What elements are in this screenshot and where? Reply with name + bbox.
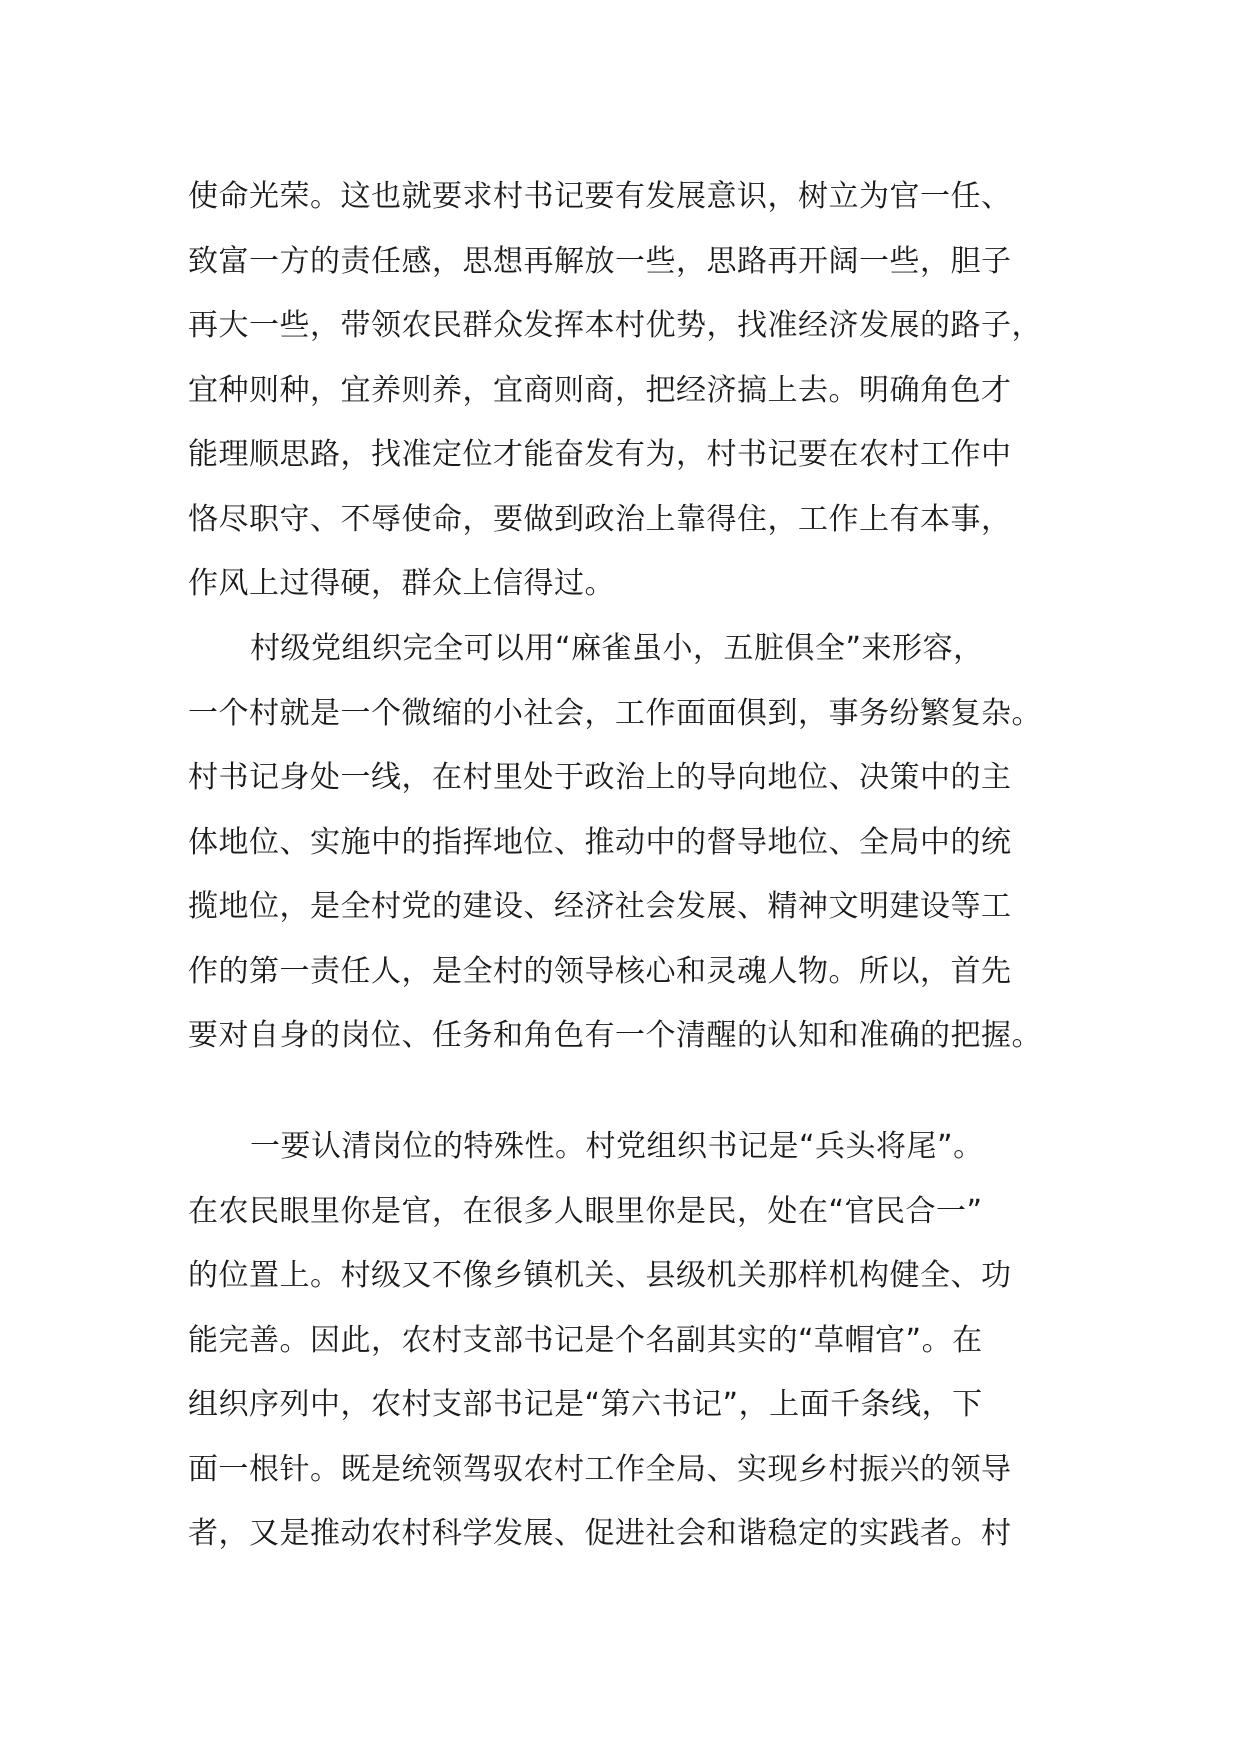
text-line: 村书记身处一线，在村里处于政治上的导向地位、决策中的主 (188, 760, 1012, 795)
text-line: 一个村就是一个微缩的小社会，工作面面俱到，事务纷繁复杂。 (188, 695, 1042, 731)
text-line: 作的第一责任人，是全村的领导核心和灵魂人物。所以，首先 (188, 953, 1012, 989)
text-line-first: 一要认清岗位的特殊性。村党组织书记是“兵头将尾”。 (250, 1129, 984, 1164)
text-line: 的位置上。村级又不像乡镇机关、县级机关那样机构健全、功 (188, 1258, 1012, 1293)
text-line: 使命光荣。这也就要求村书记要有发展意识，树立为官一任、 (188, 179, 1012, 214)
text-line: 体地位、实施中的指挥地位、推动中的督导地位、全局中的统 (188, 824, 1012, 860)
text-line: 致富一方的责任感，思想再解放一些，思路再开阔一些，胆子 (188, 243, 1012, 279)
text-line: 宜种则种，宜养则养，宜商则商，把经济搞上去。明确角色才 (188, 372, 1012, 408)
text-line: 面一根针。既是统领驾驭农村工作全局、实现乡村振兴的领导 (188, 1451, 1012, 1487)
text-line: 者，又是推动农村科学发展、促进社会和谐稳定的实践者。村 (188, 1516, 1012, 1551)
text-line: 要对自身的岗位、任务和角色有一个清醒的认知和准确的把握。 (188, 1018, 1042, 1053)
text-line: 能理顺思路，找准定位才能奋发有为，村书记要在农村工作中 (188, 437, 1012, 472)
text-line-first: 村级党组织完全可以用“麻雀虽小，五脏俱全”来形容， (250, 631, 984, 666)
text-line: 作风上过得硬，群众上信得过。 (188, 566, 615, 601)
paragraph-3 (188, 1115, 1088, 1567)
paragraph-1 (188, 165, 1088, 617)
text-line: 能完善。因此，农村支部书记是个名副其实的“草帽官”。在 (188, 1322, 983, 1358)
paragraph-2 (188, 617, 1088, 1069)
text-line: 揽地位，是全村党的建设、经济社会发展、精神文明建设等工 (188, 889, 1012, 924)
text-line: 组织序列中，农村支部书记是“第六书记”，上面千条线，下 (188, 1387, 983, 1422)
text-line: 在农民眼里你是官，在很多人眼里你是民，处在“官民合一” (188, 1193, 983, 1229)
text-line: 恪尽职守、不辱使命，要做到政治上靠得住，工作上有本事， (188, 501, 1012, 537)
text-line: 再大一些，带领农民群众发挥本村优势，找准经济发展的路子， (188, 308, 1042, 343)
